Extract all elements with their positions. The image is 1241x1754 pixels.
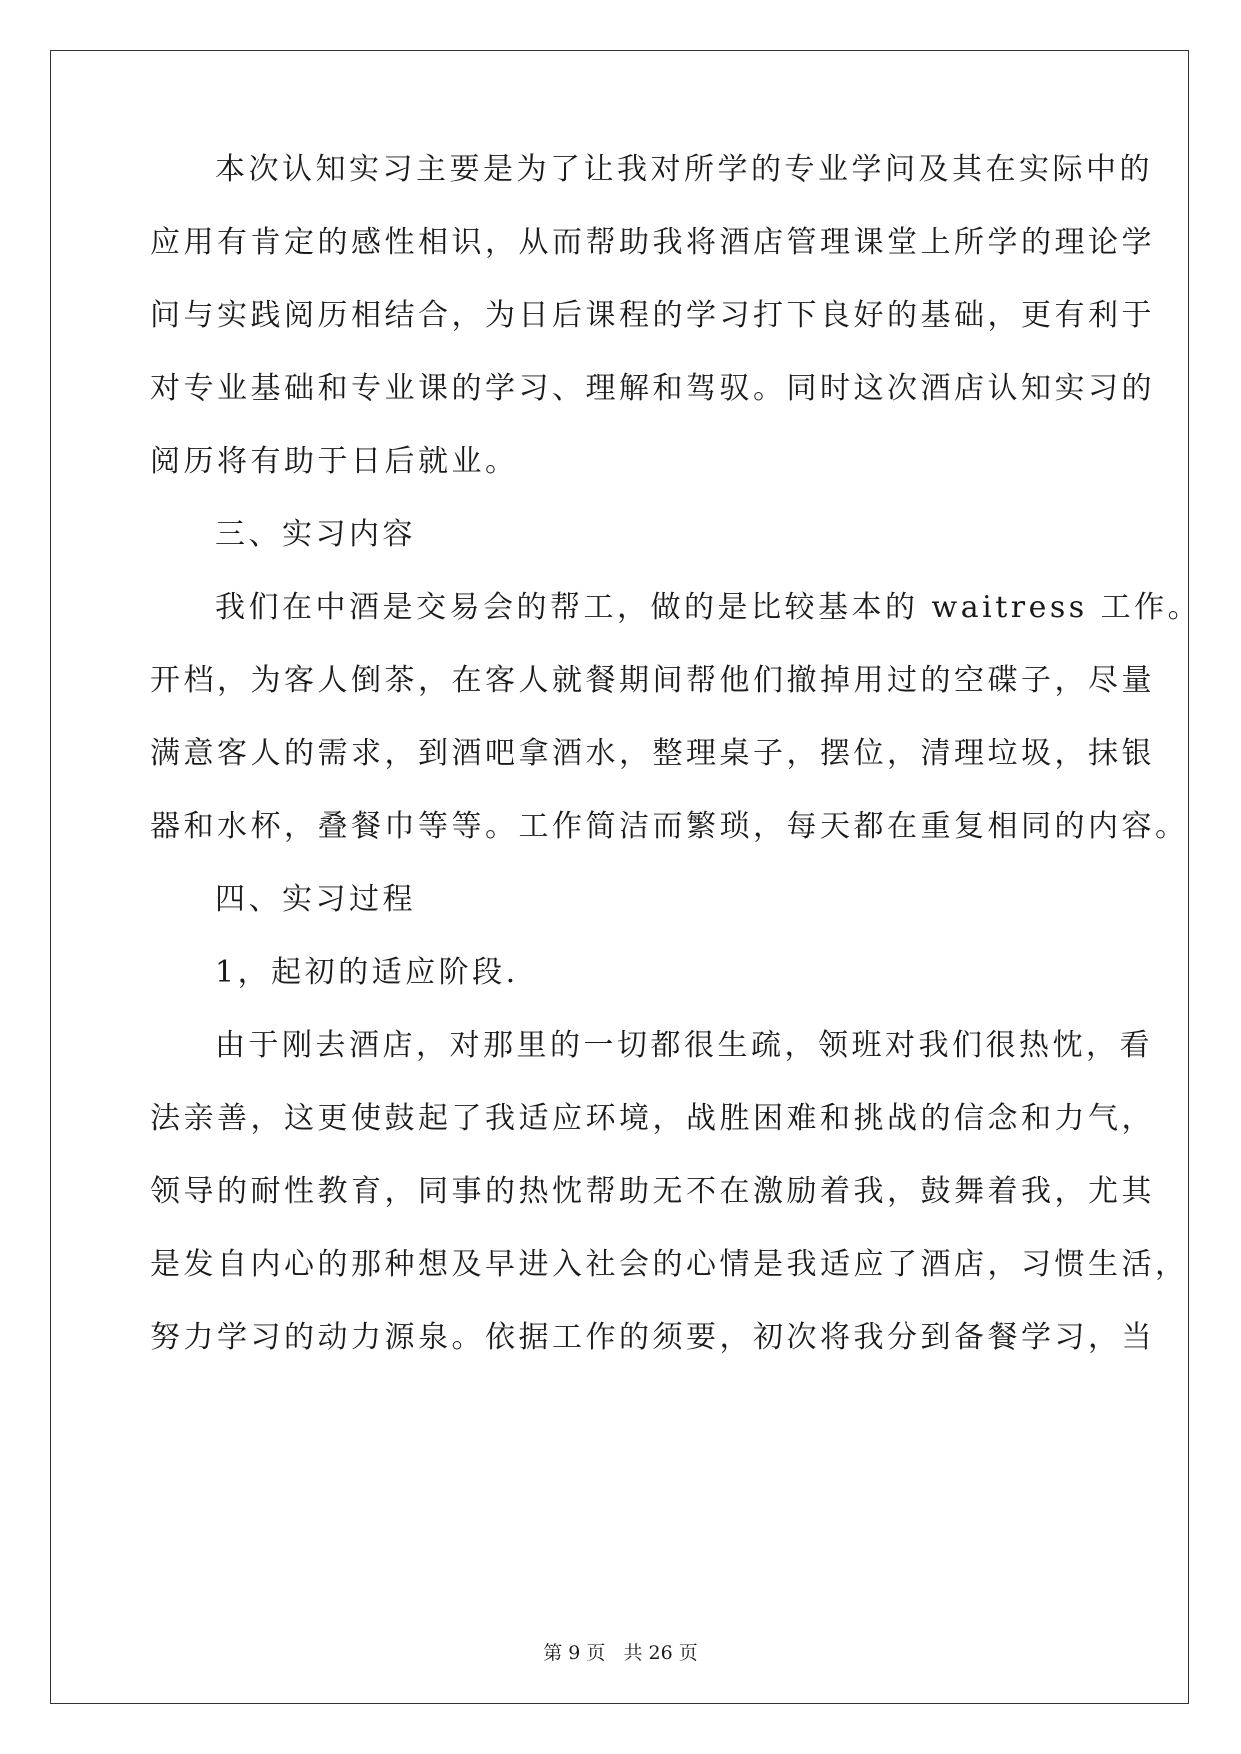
section-heading: 三、实习内容 xyxy=(215,517,416,552)
page-number-footer: 第 9 页 共 26 页 xyxy=(543,1642,698,1664)
paragraph-line: 开档，为客人倒茶，在客人就餐期间帮他们撤掉用过的空碟子，尽量 xyxy=(150,663,1155,698)
paragraph-line: 本次认知实习主要是为了让我对所学的专业学问及其在实际中的 xyxy=(215,152,1153,187)
paragraph-line: 是发自内心的那种想及早进入社会的心情是我适应了酒店，习惯生活， xyxy=(150,1247,1189,1282)
paragraph-line: 问与实践阅历相结合，为日后课程的学习打下良好的基础，更有利于 xyxy=(150,298,1155,333)
paragraph-line: 应用有肯定的感性相识，从而帮助我将酒店管理课堂上所学的理论学 xyxy=(150,225,1155,260)
section-heading: 四、实习过程 xyxy=(215,882,416,917)
paragraph-line: 满意客人的需求，到酒吧拿酒水，整理桌子，摆位，清理垃圾，抹银 xyxy=(150,736,1155,771)
paragraph-line: 努力学习的动力源泉。依据工作的须要，初次将我分到备餐学习，当 xyxy=(150,1320,1155,1355)
paragraph-line: 对专业基础和专业课的学习、理解和驾驭。同时这次酒店认知实习的 xyxy=(150,371,1155,406)
paragraph-line: 阅历将有助于日后就业。 xyxy=(150,444,519,479)
paragraph-line: 器和水杯，叠餐巾等等。工作简洁而繁琐，每天都在重复相同的内容。 xyxy=(150,809,1189,844)
paragraph-line: 领导的耐性教育，同事的热忱帮助无不在激励着我，鼓舞着我，尤其 xyxy=(150,1174,1155,1209)
paragraph-line: 由于刚去酒店，对那里的一切都很生疏，领班对我们很热忱，看 xyxy=(215,1028,1153,1063)
paragraph-line: 法亲善，这更使鼓起了我适应环境，战胜困难和挑战的信念和力气， xyxy=(150,1101,1155,1136)
paragraph-line: 我们在中酒是交易会的帮工，做的是比较基本的 waitress 工作。 xyxy=(215,590,1202,625)
subsection-heading: 1，起初的适应阶段. xyxy=(215,955,519,990)
